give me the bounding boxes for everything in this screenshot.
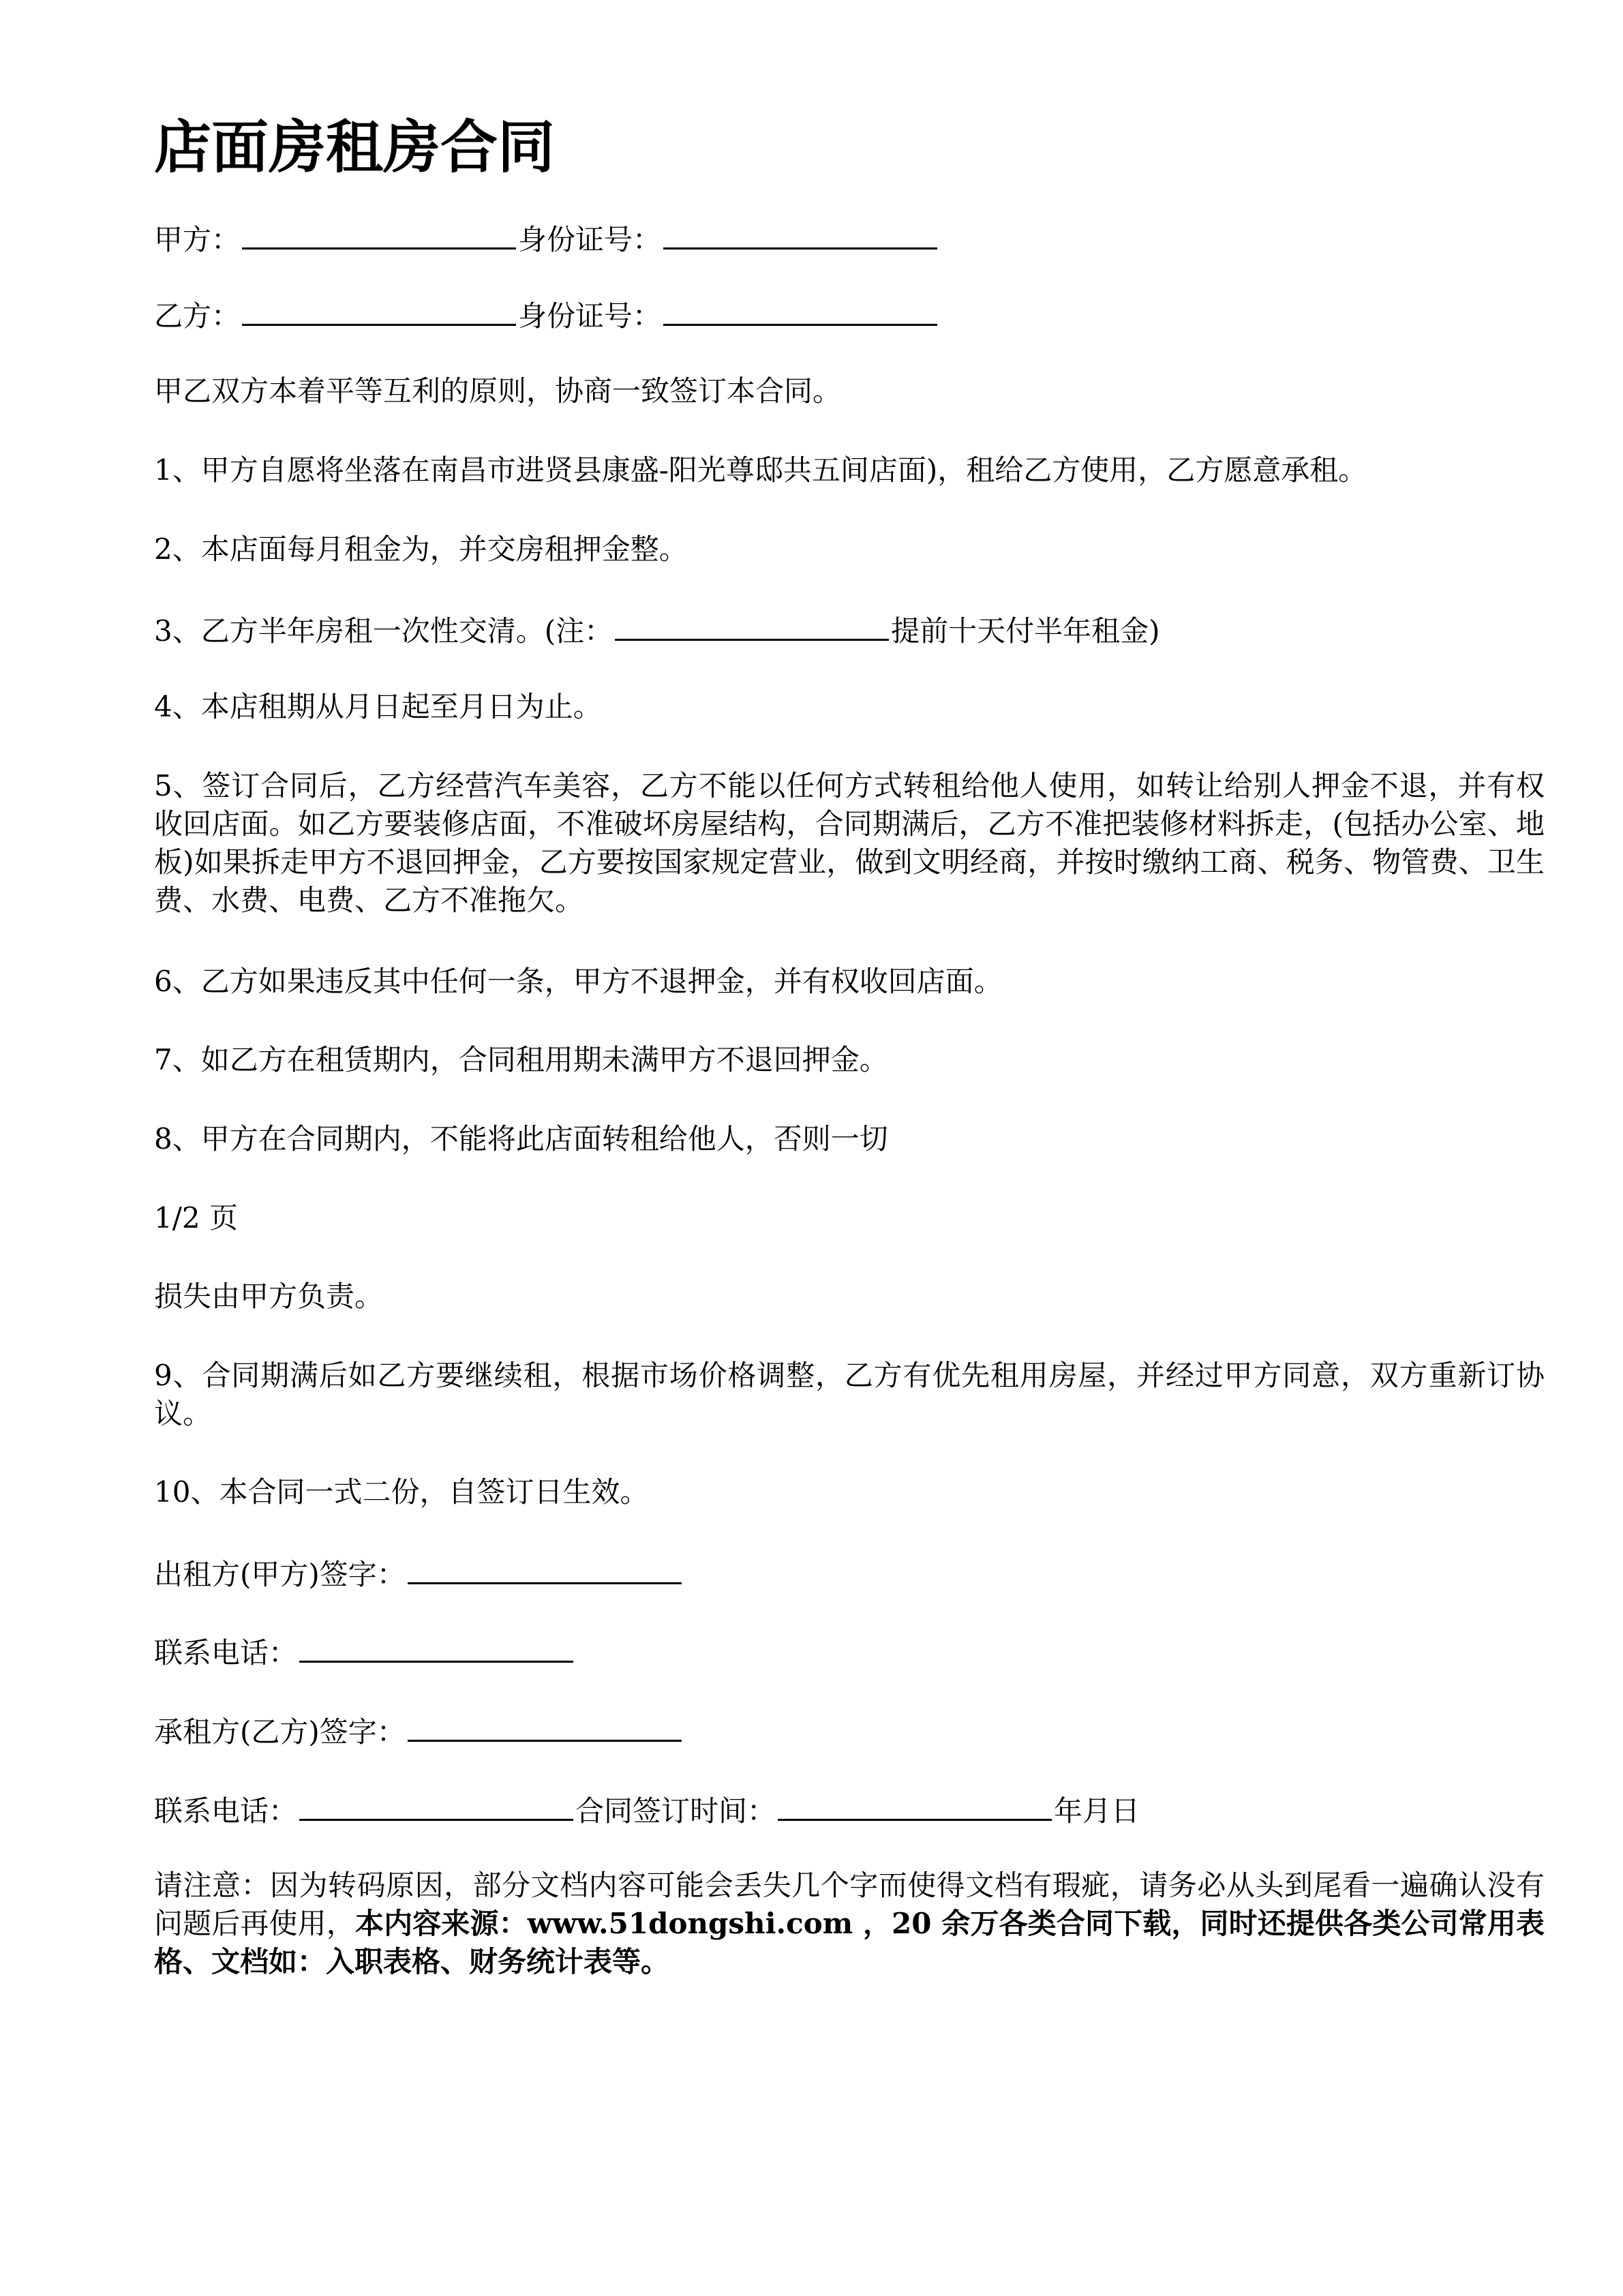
clause-9: 9、合同期满后如乙方要继续租，根据市场价格调整，乙方有优先租用房屋，并经过甲方同意，双方重新订协议。 (154, 1359, 1545, 1430)
party-b-id-blank (663, 294, 937, 326)
lessor-signature-blank (408, 1552, 682, 1584)
clause-3-suffix: 提前十天付半年租金) (891, 614, 1160, 648)
contract-date-suffix: 年月日 (1054, 1794, 1140, 1828)
clause-3-text: 3、乙方半年房租一次性交清。(注： (154, 614, 613, 648)
party-b-label: 乙方： (154, 299, 241, 333)
lessee-signature-blank (408, 1710, 682, 1742)
party-a-id-blank (663, 217, 937, 250)
clause-10: 10、本合同一式二份，自签订日生效。 (154, 1475, 649, 1509)
contract-date-label: 合同签订时间： (575, 1794, 776, 1828)
clause-8: 8、甲方在合同期内，不能将此店面转租给他人，否则一切 (154, 1122, 888, 1155)
clause-7: 7、如乙方在租赁期内，合同租用期未满甲方不退回押金。 (154, 1043, 888, 1076)
party-b-line (154, 294, 939, 335)
contract-date-blank (778, 1789, 1052, 1821)
lessor-phone-line (154, 1631, 575, 1672)
party-a-name-blank (242, 217, 516, 250)
clause-6: 6、乙方如果违反其中任何一条，甲方不退押金，并有权收回店面。 (154, 965, 1003, 998)
party-a-id-label: 身份证号： (518, 223, 662, 256)
party-b-name-blank (242, 294, 516, 326)
lessor-phone-blank (299, 1631, 573, 1663)
notice-paragraph (154, 1867, 1545, 1981)
lessee-signature-line (154, 1710, 684, 1751)
lessee-phone-label: 联系电话： (154, 1794, 298, 1828)
page-number: 1/2 页 (154, 1201, 238, 1235)
lessor-phone-label: 联系电话： (154, 1636, 298, 1670)
party-a-line (154, 217, 939, 259)
party-a-label: 甲方： (154, 223, 241, 256)
clause-4: 4、本店租期从月日起至月日为止。 (154, 690, 602, 723)
lessor-signature-line (154, 1552, 684, 1594)
intro-text: 甲乙双方本着平等互利的原则，协商一致签订本合同。 (154, 374, 842, 408)
notice-text: 请注意：因为转码原因，部分文档内容可能会丢失几个字而使得文档有瑕疵，请务必从头到尾看一遍确认没有问题后再使用， (154, 1869, 1545, 1940)
clause-8-continued: 损失由甲方负责。 (154, 1280, 384, 1313)
lessee-signature-label: 承租方(乙方)签字： (154, 1715, 406, 1749)
clause-1: 1、甲方自愿将坐落在南昌市进贤县康盛-阳光尊邸共五间店面)，租给乙方使用，乙方愿意承租。 (154, 453, 1367, 487)
clause-5: 5、签订合同后，乙方经营汽车美容，乙方不能以任何方式转租给他人使用，如转让给别人押金不退，并有权收回店面。如乙方要装修店面，不准破坏房屋结构，合同期满后，乙方不准把装修材料拆走，(包括办公室、地板)如果拆走甲方不退回押金，乙方要按国家规定营业，做到文明经商，并按时缴纳工商、税务、物管费、卫生费、水费、电费、乙方不准拖欠。 (154, 769, 1545, 917)
notice-source-text: 本内容来源：www.51dongshi.com ，20 余万各类合同下载，同时还提供各类公司常用表格、文档如：入职表格、财务统计表等。 (154, 1907, 1545, 1978)
lessor-signature-label: 出租方(甲方)签字： (154, 1558, 406, 1591)
lessee-phone-blank (299, 1789, 573, 1821)
clause-3 (154, 609, 1160, 650)
party-b-id-label: 身份证号： (518, 299, 662, 333)
clause-2: 2、本店面每月租金为，并交房租押金整。 (154, 532, 688, 566)
document-title: 店面房租房合同 (154, 114, 556, 181)
clause-3-blank (615, 609, 889, 641)
lessee-phone-date-line (154, 1789, 1140, 1830)
